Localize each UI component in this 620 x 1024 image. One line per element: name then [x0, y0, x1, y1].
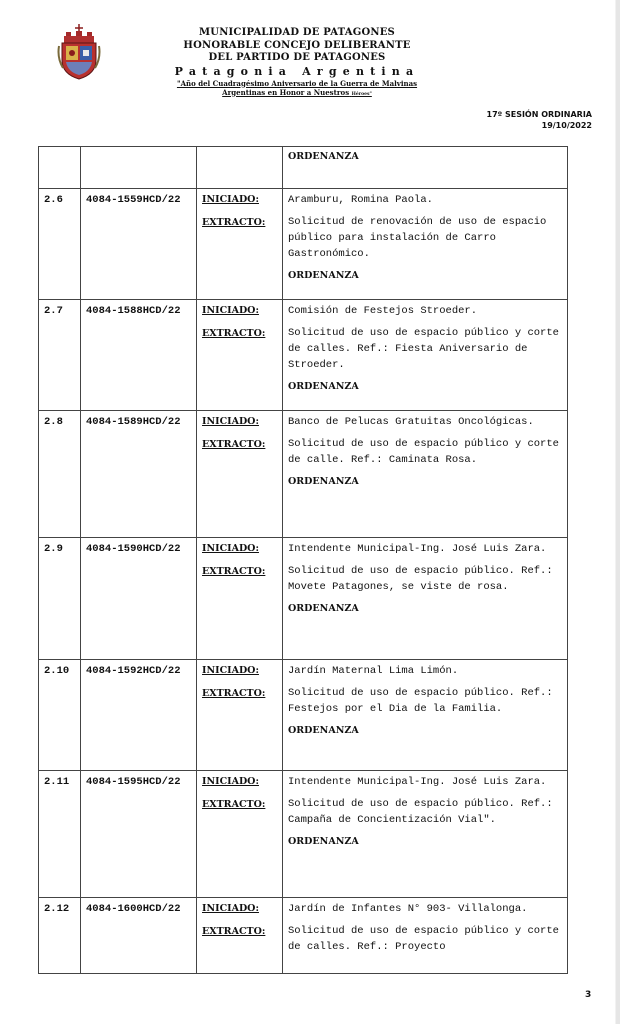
extracto-value: Solicitud de uso de espacio público y corte de calles. Ref.: Proyecto	[288, 925, 559, 953]
num-cell	[39, 538, 81, 660]
iniciado-value: Intendente Municipal-Ing. José Luis Zara.	[288, 776, 547, 788]
header-line-1: MUNICIPALIDAD DE PATAGONES	[199, 27, 395, 38]
expediente-number: 4084-1600HCD/22	[86, 903, 181, 915]
document-header	[120, 27, 474, 99]
header-motto-2-text: Argentinas en Honor a Nuestros	[222, 87, 350, 97]
extracto-value: Solicitud de uso de espacio público y corte de calles. Ref.: Fiesta Aniversario de Stroeder.	[288, 327, 559, 371]
label-cell	[197, 538, 283, 660]
ordenanza-label: ORDENANZA	[288, 381, 359, 392]
agenda-table	[38, 146, 568, 974]
item-number: 2.10	[44, 665, 70, 677]
iniciado-value: Aramburu, Romina Paola.	[288, 194, 433, 206]
item-number: 2.12	[44, 903, 70, 915]
table-row	[39, 189, 568, 300]
content-cell	[283, 771, 568, 898]
iniciado-value: Comisión de Festejos Stroeder.	[288, 305, 478, 317]
page-number: 3	[585, 990, 592, 1000]
ordenanza-label: ORDENANZA	[288, 476, 359, 487]
extracto-value: Solicitud de uso de espacio público y corte de calle. Ref.: Caminata Rosa.	[288, 438, 559, 466]
content-cell	[283, 538, 568, 660]
session-title: 17º SESIÓN ORDINARIA	[486, 110, 592, 119]
label-cell	[197, 189, 283, 300]
num-cell	[39, 898, 81, 974]
item-number: 2.7	[44, 305, 63, 317]
exp-cell	[81, 538, 197, 660]
session-info	[487, 109, 592, 131]
content-cell	[283, 411, 568, 538]
exp-cell	[81, 660, 197, 771]
header-line-4: Patagonia Argentina	[174, 64, 420, 78]
page-edge-line	[615, 0, 616, 1024]
extracto-label: EXTRACTO:	[202, 438, 266, 450]
ordenanza-label: ORDENANZA	[288, 603, 359, 614]
iniciado-label: INICIADO:	[202, 903, 259, 914]
expediente-number: 4084-1588HCD/22	[86, 305, 181, 317]
extracto-label: EXTRACTO:	[202, 216, 266, 228]
header-line-2: HONORABLE CONCEJO DELIBERANTE	[183, 39, 411, 51]
extracto-value: Solicitud de uso de espacio público. Ref.: Festejos por el Dia de la Familia.	[288, 687, 553, 715]
session-date: 19/10/2022	[541, 121, 592, 130]
table-row	[39, 538, 568, 660]
item-number: 2.9	[44, 543, 63, 555]
exp-cell	[81, 411, 197, 538]
exp-cell	[81, 771, 197, 898]
expediente-number: 4084-1589HCD/22	[86, 416, 181, 428]
content-cell	[283, 300, 568, 411]
content-cell	[283, 660, 568, 771]
iniciado-label: INICIADO:	[202, 305, 259, 316]
iniciado-value: Intendente Municipal-Ing. José Luis Zara.	[288, 543, 547, 555]
table-row	[39, 660, 568, 771]
exp-cell	[81, 300, 197, 411]
expediente-number: 4084-1595HCD/22	[86, 776, 181, 788]
extracto-label: EXTRACTO:	[202, 327, 266, 339]
content-cell	[283, 189, 568, 300]
ordenanza-label: ORDENANZA	[288, 836, 359, 847]
num-cell	[39, 411, 81, 538]
num-cell	[39, 660, 81, 771]
label-cell	[197, 771, 283, 898]
expediente-number: 4084-1590HCD/22	[86, 543, 181, 555]
extracto-label: EXTRACTO:	[202, 798, 266, 810]
extracto-label: EXTRACTO:	[202, 687, 266, 699]
iniciado-label: INICIADO:	[202, 665, 259, 676]
item-number: 2.11	[44, 776, 70, 788]
extracto-value: Solicitud de uso de espacio público. Ref.: Campaña de Concientización Vial".	[288, 798, 553, 826]
label-cell	[197, 300, 283, 411]
iniciado-value: Jardín Maternal Lima Limón.	[288, 665, 459, 677]
iniciado-value: Jardín de Infantes N° 903- Villalonga.	[288, 903, 528, 915]
extracto-label: EXTRACTO:	[202, 565, 266, 577]
expediente-number: 4084-1592HCD/22	[86, 665, 181, 677]
item-number: 2.6	[44, 194, 63, 206]
table-row	[39, 411, 568, 538]
ordenanza-label: ORDENANZA	[288, 725, 359, 736]
table-row	[39, 898, 568, 974]
exp-cell	[81, 147, 197, 189]
content-cell	[283, 898, 568, 974]
iniciado-label: INICIADO:	[202, 416, 259, 427]
coat-of-arms-icon	[57, 24, 101, 80]
table-row	[39, 147, 568, 189]
expediente-number: 4084-1559HCD/22	[86, 194, 181, 206]
num-cell	[39, 771, 81, 898]
extracto-value: Solicitud de uso de espacio público. Ref.: Movete Patagones, se viste de rosa.	[288, 565, 553, 593]
table-row	[39, 300, 568, 411]
content-cell	[283, 147, 568, 189]
ordenanza-label: ORDENANZA	[288, 270, 359, 281]
num-cell	[39, 300, 81, 411]
header-motto-1: "Año del Cuadragésimo Aniversario de la Guerra de Malvinas	[176, 78, 418, 88]
extracto-value: Solicitud de renovación de uso de espacio público para instalación de Carro Gastronómico.	[288, 216, 547, 260]
label-cell	[197, 898, 283, 974]
num-cell	[39, 147, 81, 189]
exp-cell	[81, 189, 197, 300]
extracto-label: EXTRACTO:	[202, 925, 266, 937]
label-cell	[197, 660, 283, 771]
item-number: 2.8	[44, 416, 63, 428]
iniciado-value: Banco de Pelucas Gratuitas Oncológicas.	[288, 416, 534, 428]
iniciado-label: INICIADO:	[202, 776, 259, 787]
header-motto-2-small: Héroes"	[351, 91, 372, 97]
page-edge	[616, 0, 620, 1024]
iniciado-label: INICIADO:	[202, 543, 259, 554]
label-cell	[197, 411, 283, 538]
ordenanza-label: ORDENANZA	[288, 151, 359, 162]
table-row	[39, 771, 568, 898]
header-line-3: DEL PARTIDO DE PATAGONES	[208, 52, 386, 63]
iniciado-label: INICIADO:	[202, 194, 259, 205]
label-cell	[197, 147, 283, 189]
num-cell	[39, 189, 81, 300]
exp-cell	[81, 898, 197, 974]
header-motto-2	[120, 88, 474, 99]
